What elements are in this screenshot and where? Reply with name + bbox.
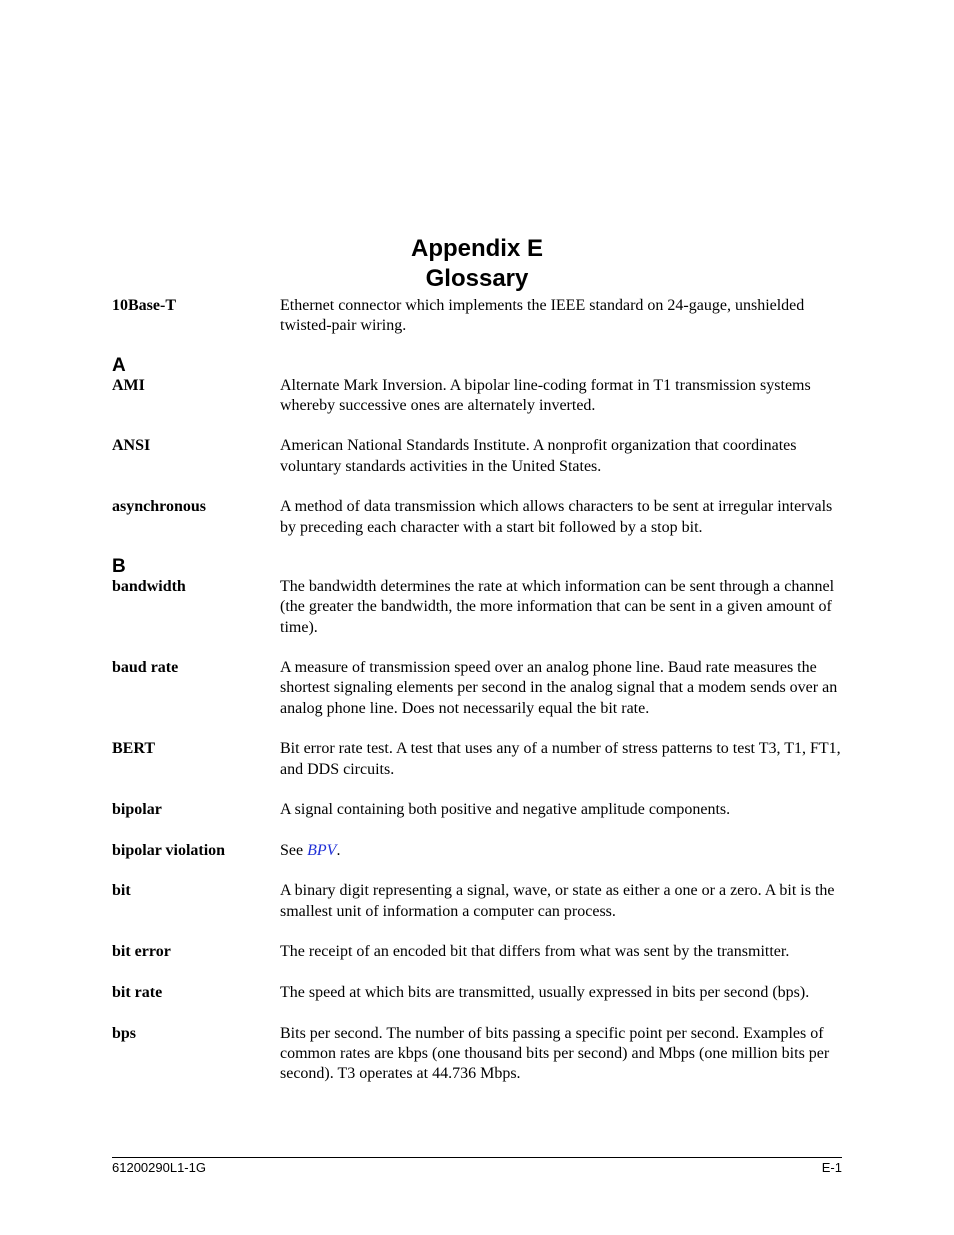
glossary-term: bit error	[112, 943, 171, 961]
glossary-entry-bandwidth	[112, 577, 842, 638]
glossary-term: BERT	[112, 740, 156, 758]
page-number: E-1	[821, 1160, 842, 1175]
glossary-entry-bit	[112, 881, 842, 922]
glossary-definition: Alternate Mark Inversion. A bipolar line-coding format in T1 transmission systems whereby successive ones are alternately inverted.	[280, 376, 811, 414]
glossary-term: asynchronous	[112, 498, 206, 516]
page-footer	[112, 1160, 842, 1176]
glossary-term: bit	[112, 882, 131, 900]
glossary-definition: A binary digit representing a signal, wave, or state as either a one or a zero. A bit is the smallest unit of information a computer can process.	[280, 882, 835, 920]
glossary-term: AMI	[112, 376, 145, 394]
glossary-definition: American National Standards Institute. A nonprofit organization that coordinates voluntary standards activities in the United States.	[280, 437, 797, 475]
glossary-term: bps	[112, 1024, 137, 1042]
glossary-entry-bps	[112, 1024, 842, 1085]
glossary-entry-bipolar	[112, 800, 842, 820]
glossary-definition: A measure of transmission speed over an analog phone line. Baud rate measures the shortest signaling elements per second in the analog signal that a modem sends over an analog phone line. Does not necessarily equal the bit rate.	[280, 659, 838, 717]
glossary-definition: The speed at which bits are transmitted, usually expressed in bits per second (bps).	[280, 983, 810, 1001]
glossary-entry-ansi	[112, 436, 842, 477]
glossary-definition: The bandwidth determines the rate at which information can be sent through a channel (the greater the bandwidth, the more information that can be sent in a given amount of time).	[280, 577, 835, 636]
page-title-block	[0, 234, 954, 294]
glossary-term: bandwidth	[112, 577, 186, 595]
glossary-entry-bit-error	[112, 942, 842, 962]
glossary-entry-bert	[112, 739, 842, 780]
appendix-heading: Appendix E	[410, 235, 543, 262]
bpv-link[interactable]: BPV	[307, 841, 337, 859]
glossary-heading: Glossary	[425, 265, 529, 292]
glossary-definition	[280, 841, 842, 861]
section-letter-a: A	[112, 354, 126, 376]
glossary-term: 10Base-T	[112, 297, 176, 314]
glossary-entry-bipolar-violation	[112, 841, 842, 861]
glossary-term: bit rate	[112, 983, 163, 1001]
glossary-entry-10base-t	[112, 296, 842, 337]
glossary-term: bipolar violation	[112, 841, 226, 859]
glossary-term: baud rate	[112, 659, 179, 677]
section-letter-b: B	[112, 555, 126, 577]
glossary-definition: The receipt of an encoded bit that differs from what was sent by the transmitter.	[280, 943, 790, 961]
glossary-definition: A signal containing both positive and negative amplitude components.	[280, 801, 731, 819]
glossary-entry-bit-rate	[112, 983, 842, 1003]
glossary-entry-asynchronous	[112, 497, 842, 538]
glossary-definition: Bits per second. The number of bits passing a specific point per second. Examples of common rates are kbps (one thousand bits per second) and Mbps (one million bits per second). T3 operates at 44.736 Mbps.	[280, 1024, 830, 1083]
glossary-list	[112, 296, 842, 1084]
glossary-term: bipolar	[112, 801, 162, 819]
glossary-entry-ami	[112, 376, 842, 417]
see-prefix: See	[280, 841, 308, 859]
document-number: 61200290L1-1G	[112, 1160, 206, 1175]
glossary-entry-baud-rate	[112, 658, 842, 719]
definition-suffix: .	[336, 841, 341, 859]
glossary-definition: Bit error rate test. A test that uses any of a number of stress patterns to test T3, T1, FT1, and DDS circuits.	[280, 740, 841, 778]
glossary-definition: Ethernet connector which implements the IEEE standard on 24-gauge, unshielded twisted-pair wiring.	[280, 297, 805, 335]
footer-divider	[112, 1157, 842, 1158]
glossary-definition: A method of data transmission which allows characters to be sent at irregular intervals by preceding each character with a start bit followed by a stop bit.	[280, 498, 833, 536]
glossary-term: ANSI	[112, 437, 151, 455]
